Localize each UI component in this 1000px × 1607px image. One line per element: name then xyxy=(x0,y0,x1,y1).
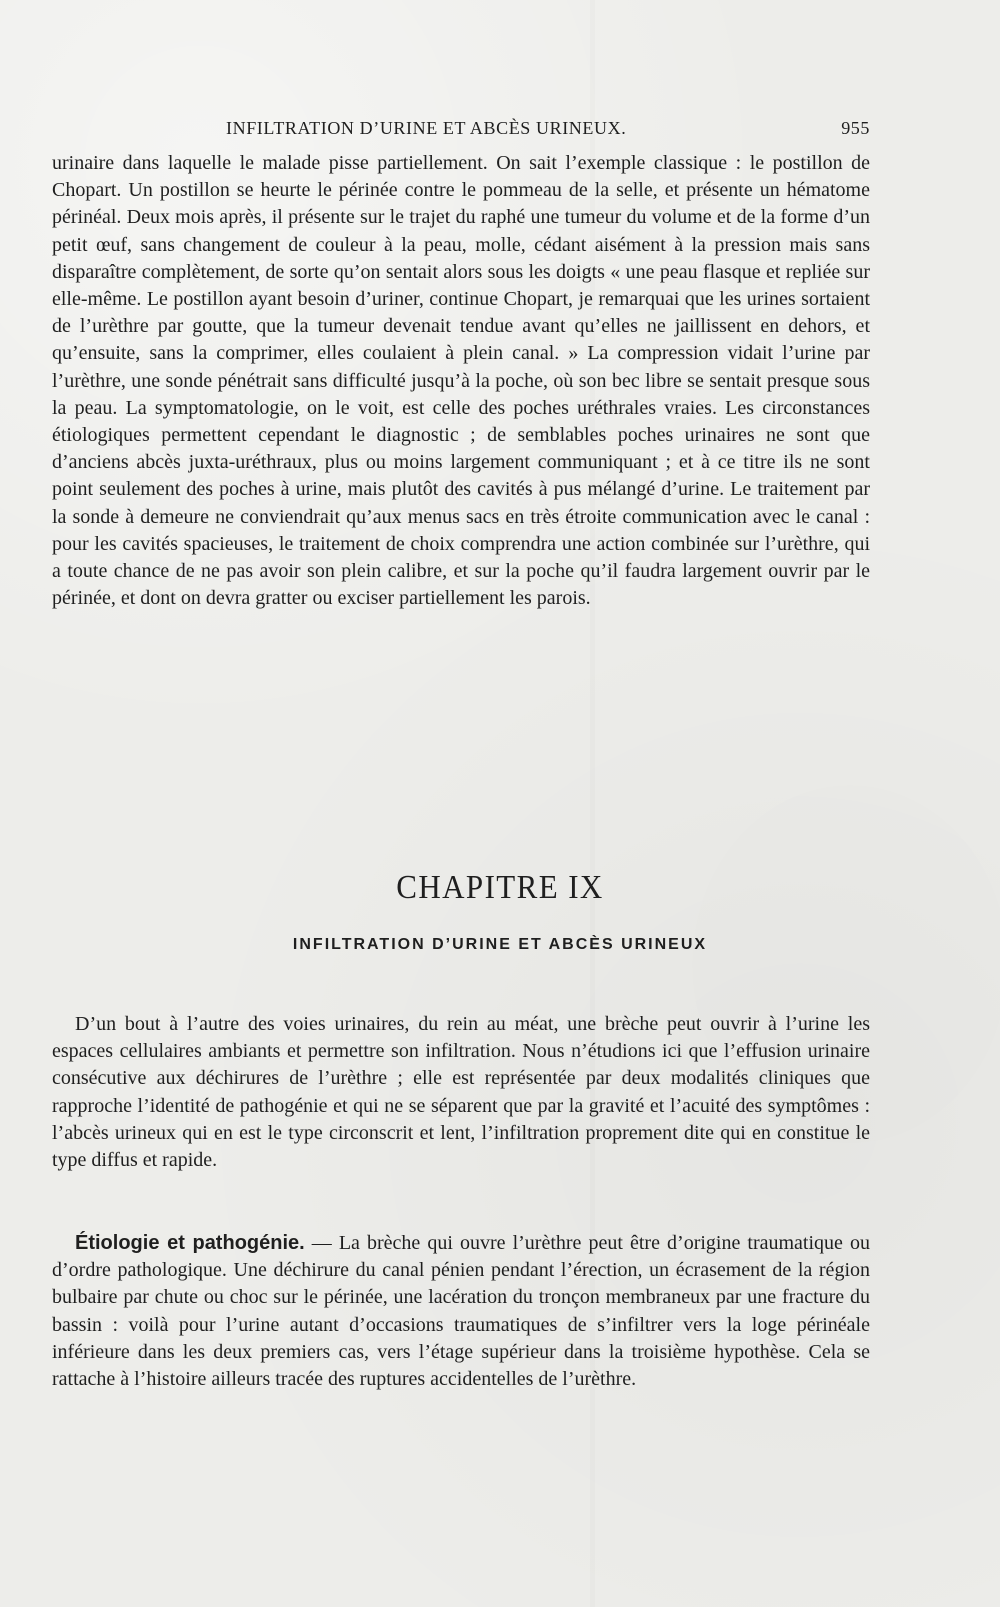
running-header xyxy=(52,118,870,148)
etiology-text: — La brèche qui ouvre l’urèthre peut être d’origine traumatique ou d’ordre pathologique. Une déchirure du canal pénien pendant l’érection, un écrasement de la région bulbaire par chute ou choc sur le périnée, une lacération du tronçon membraneux par une fracture du bassin : voilà pour l’urine autant d’occasions traumatiques de s’infiltrer vers la loge périnéale inférieure dans les deux premiers cas, vers l’étage supérieur dans la troisième hypothèse. Cela se rattache à l’histoire ailleurs tracée des ruptures accidentelles de l’urèthre. xyxy=(52,1232,870,1391)
chapter-title: CHAPITRE IX xyxy=(396,868,604,906)
etiology-paragraph xyxy=(52,1230,870,1393)
etiology-heading: Étiologie et pathogénie. xyxy=(75,1232,305,1254)
page-number: 955 xyxy=(841,118,870,138)
chapter-subtitle: INFILTRATION D’URINE ET ABCÈS URINEUX xyxy=(292,936,708,953)
chapter-intro-paragraph: D’un bout à l’autre des voies urinaires, du rein au méat, une brèche peut ouvrir à l’urine les espaces cellulaires ambiants et permettre son infiltration. Nous n’étudions ici que l’effusion urinaire consécutive aux déchirures de l’urèthre ; elle est représentée par deux modalités cliniques que rapproche l’identité de pathogénie et qui ne se séparent que par la gravité et l’acuité des symptômes : l’abcès urineux qui en est le type circonscrit et lent, l’infiltration proprement dite qui en constitue le type diffus et rapide. xyxy=(52,1013,870,1172)
paragraph-continuation: urinaire dans laquelle le malade pisse partiellement. On sait l’exemple classique : le postillon de Chopart. Un postillon se heurte le périnée contre le pommeau de la selle, et présente un hématome périnéal. Deux mois après, il présente sur le trajet du raphé une tumeur du volume et de la forme d’un petit œuf, sans changement de couleur à la peau, molle, cédant aisément à la pression mais sans disparaître complètement, de sorte qu’on sentait alors sous les doigts « une peau flasque et repliée sur elle-même. Le postillon ayant besoin d’uriner, continue Chopart, je remarquai que les urines sortaient de l’urèthre par goutte, que la tumeur devenait tendue avant qu’elles ne jaillissent en dehors, et qu’ensuite, sans la comprimer, elles coulaient à plein canal. » La compression vidait l’urine par l’urèthre, une sonde pénétrait sans difficulté jusqu’à la poche, où son bec libre se sentait presque sous la peau. La symptomatologie, on le voit, est celle des poches uréthrales vraies. Les circonstances étiologiques permettent cependant le diagnostic ; de semblables poches urinaires ne sont que d’anciens abcès juxta-uréthraux, plus ou moins largement communiquant ; et à ce titre ils ne sont point seulement des poches à urine, mais plutôt des cavités à pus mélangé d’urine. Le traitement par la sonde à demeure ne conviendrait qu’aux menus sacs en très étroite communication avec le canal : pour les cavités spacieuses, le traitement de choix comprendra une action combinée sur l’urèthre, qui a toute chance de ne pas avoir son plein calibre, et sur la poche qu’il faudra largement ouvrir par le périnée, et dont on devra gratter ou exciser partiellement les parois. xyxy=(52,152,870,610)
running-title: INFILTRATION D’URINE ET ABCÈS URINEUX. xyxy=(226,118,627,138)
